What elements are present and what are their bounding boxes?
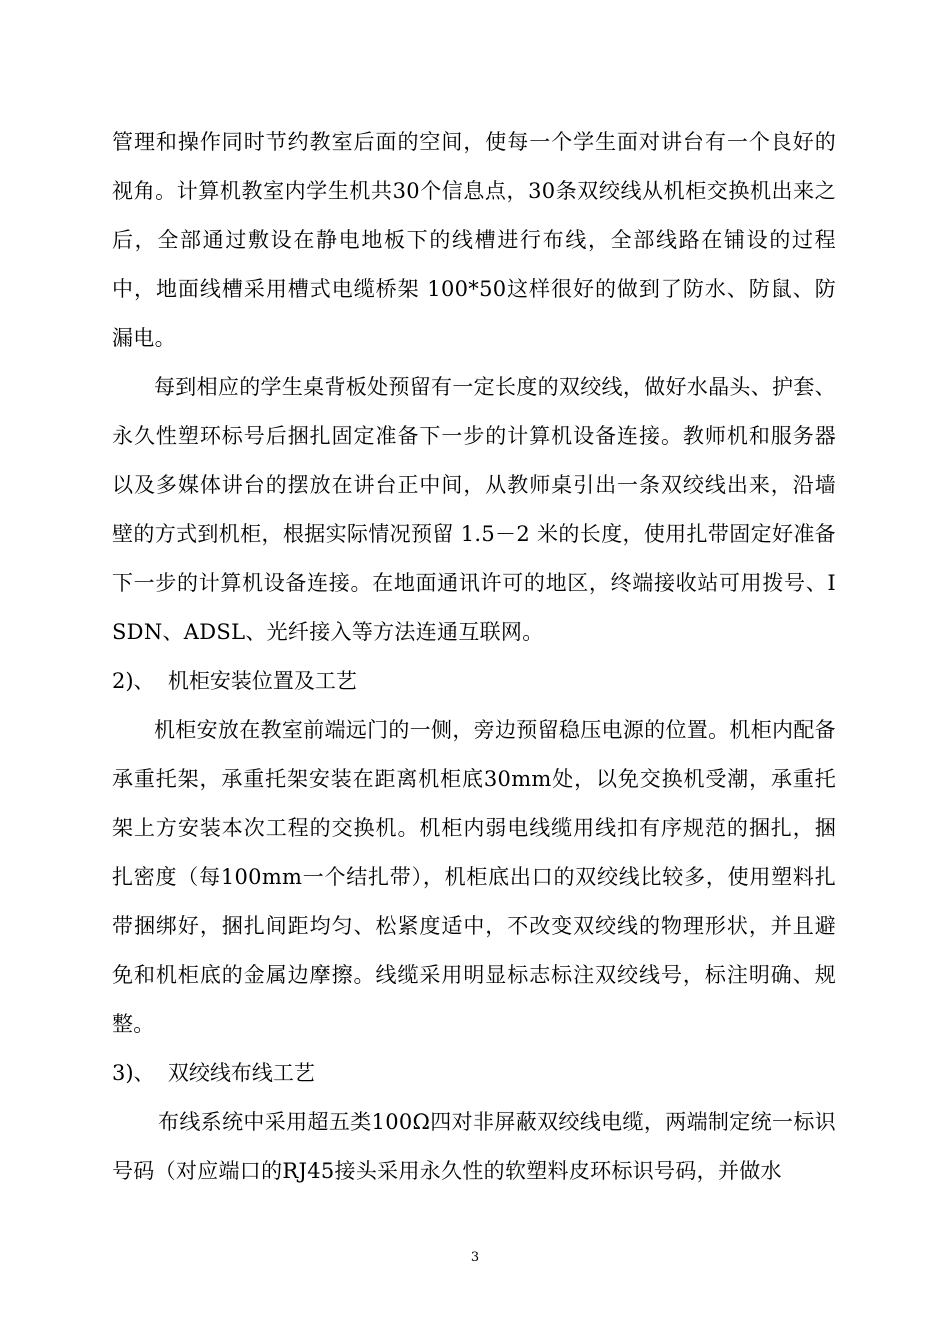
section-heading-cabinet-installation: 2)、 机柜安装位置及工艺 xyxy=(112,669,357,693)
section-heading-twisted-pair-cabling: 3)、 双绞线布线工艺 xyxy=(112,1061,315,1085)
paragraph-twisted-pair-cabling: 布线系统中采用超五类100Ω四对非屏蔽双绞线电缆，两端制定统一标识号码（对应端口的RJ45接头采用永久性的软塑料皮环标识号码，并做水 xyxy=(112,1110,836,1183)
paragraph-student-desk-wiring: 每到相应的学生桌背板处预留有一定长度的双绞线，做好水晶头、护套、永久性塑环标号后捆扎固定准备下一步的计算机设备连接。教师机和服务器以及多媒体讲台的摆放在讲台正中间，从教师桌引出一条双绞线出来，沿墙壁的方式到机柜，根据实际情况预留 1.5－2 米的长度，使用扎带固定好准备下一步的计算机设备连接。在地面通讯许可的地区，终端接收站可用拨号、ISDN、ADSL、光纤接入等方法连通互联网。 xyxy=(112,375,836,644)
paragraph-cabling-overview: 管理和操作同时节约教室后面的空间，使每一个学生面对讲台有一个良好的视角。计算机教室内学生机共30个信息点，30条双绞线从机柜交换机出来之后，全部通过敷设在静电地板下的线槽进行布线，全部线路在铺设的过程中，地面线槽采用槽式电缆桥架 100*50这样很好的做到了防水、防鼠、防漏电。 xyxy=(112,130,836,350)
page-number: 3 xyxy=(470,1250,480,1265)
document-body xyxy=(112,118,836,1196)
paragraph-cabinet-installation: 机柜安放在教室前端远门的一侧，旁边预留稳压电源的位置。机柜内配备承重托架，承重托架安装在距离机柜底30mm处，以免交换机受潮，承重托架上方安装本次工程的交换机。机柜内弱电线缆用线扣有序规范的捆扎，捆扎密度（每100mm一个结扎带），机柜底出口的双绞线比较多，使用塑料扎带捆绑好，捆扎间距均匀、松紧度适中，不改变双绞线的物理形状，并且避免和机柜底的金属边摩擦。线缆采用明显标志标注双绞线号，标注明确、规整。 xyxy=(112,718,836,1036)
